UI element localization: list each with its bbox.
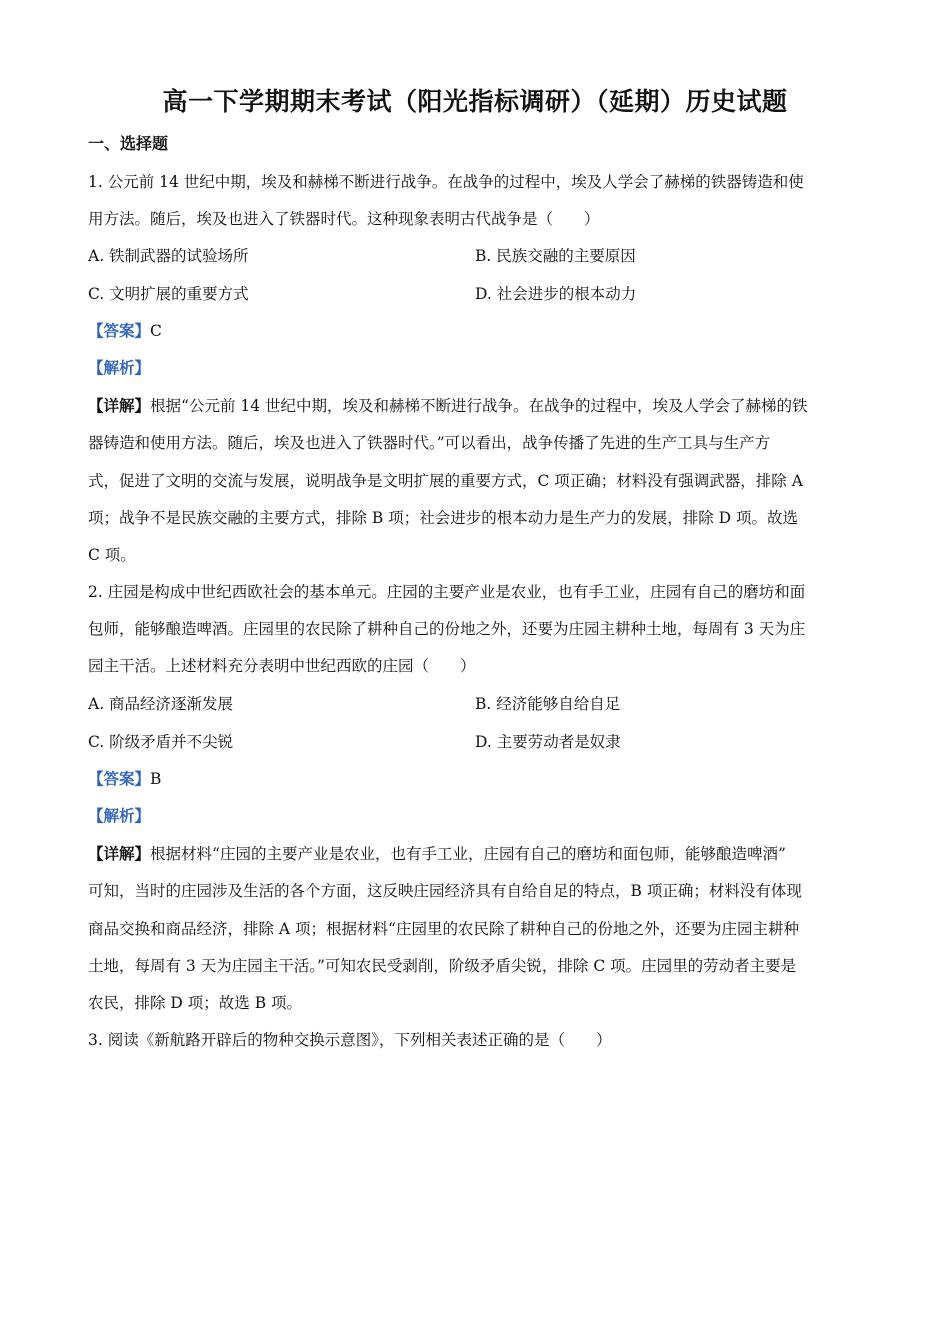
q2-stem-line: 2. 庄园是构成中世纪西欧社会的基本单元。庄园的主要产业是农业，也有手工业，庄园有自己的磨坊和面 (88, 583, 806, 601)
q2-analysis-label (88, 804, 150, 826)
q3-stem-line: 3. 阅读《新航路开辟后的物种交换示意图》，下列相关表述正确的是（ ） (88, 1031, 612, 1049)
q1-analysis-label (88, 356, 150, 378)
q2-detail-line: 商品交换和商品经济，排除 A 项；根据材料“庄园里的农民除了耕种自己的份地之外，还要为庄园主耕种 (88, 920, 799, 938)
q1-detail-line: 式，促进了文明的交流与发展，说明战争是文明扩展的重要方式，C 项正确；材料没有强调武器，排除 A (88, 472, 803, 490)
q2-answer-value: B (150, 770, 162, 788)
analysis-label: 【解析】 (88, 358, 151, 377)
q2-detail-line: 土地，每周有 3 天为庄园主干活。”可知农民受剥削，阶级矛盾尖锐，排除 C 项。庄园里的劳动者主要是 (88, 957, 797, 975)
q2-stem-line: 园主干活。上述材料充分表明中世纪西欧的庄园（ ） (88, 657, 476, 675)
q2-option-b: B. 经济能够自给自足 (475, 695, 621, 713)
q2-detail-text: 根据材料“庄园的主要产业是农业，也有手工业，庄园有自己的磨坊和面包师，能够酿造啤酒” (150, 845, 786, 863)
page-title: 高一下学期期末考试（阳光指标调研）（延期）历史试题 (162, 87, 788, 116)
analysis-label: 【解析】 (88, 806, 151, 825)
q2-answer (88, 767, 161, 789)
answer-label: 【答案】 (88, 321, 151, 340)
q1-stem-line: 用方法。随后，埃及也进入了铁器时代。这种现象表明古代战争是（ ） (88, 210, 600, 228)
q1-answer (88, 319, 162, 341)
q1-option-b: B. 民族交融的主要原因 (475, 247, 636, 265)
q2-option-c: C. 阶级矛盾并不尖锐 (88, 733, 234, 751)
q2-option-a: A. 商品经济逐渐发展 (88, 695, 234, 713)
q1-detail-text: 根据“公元前 14 世纪中期，埃及和赫梯不断进行战争。在战争的过程中，埃及人学会了赫梯的铁 (150, 397, 808, 415)
q1-option-a: A. 铁制武器的试验场所 (88, 247, 249, 265)
q1-stem-line: 1. 公元前 14 世纪中期，埃及和赫梯不断进行战争。在战争的过程中，埃及人学会了赫梯的铁器铸造和使 (88, 173, 804, 191)
detail-label: 【详解】 (88, 844, 151, 863)
detail-label: 【详解】 (88, 396, 151, 415)
q2-detail-line: 可知，当时的庄园涉及生活的各个方面，这反映庄园经济具有自给自足的特点，B 项正确；材料没有体现 (88, 882, 802, 900)
answer-label: 【答案】 (88, 769, 151, 788)
section-heading: 一、选择题 (88, 134, 169, 153)
q2-option-d: D. 主要劳动者是奴隶 (475, 733, 621, 751)
q1-detail-line (88, 394, 808, 416)
q2-detail-line: 农民，排除 D 项；故选 B 项。 (88, 994, 303, 1012)
q1-detail-line: 器铸造和使用方法。随后，埃及也进入了铁器时代。”可以看出，战争传播了先进的生产工具与生产方 (88, 434, 771, 452)
q1-detail-line: C 项。 (88, 546, 136, 564)
q2-stem-line: 包师，能够酿造啤酒。庄园里的农民除了耕种自己的份地之外，还要为庄园主耕种土地，每周有 3 天为庄 (88, 620, 806, 638)
q1-option-c: C. 文明扩展的重要方式 (88, 285, 249, 303)
q1-option-d: D. 社会进步的根本动力 (475, 285, 637, 303)
q1-answer-value: C (150, 322, 162, 340)
q2-detail-line (88, 842, 786, 864)
q1-detail-line: 项；战争不是民族交融的主要方式，排除 B 项；社会进步的根本动力是生产力的发展，排除 D 项。故选 (88, 509, 799, 527)
